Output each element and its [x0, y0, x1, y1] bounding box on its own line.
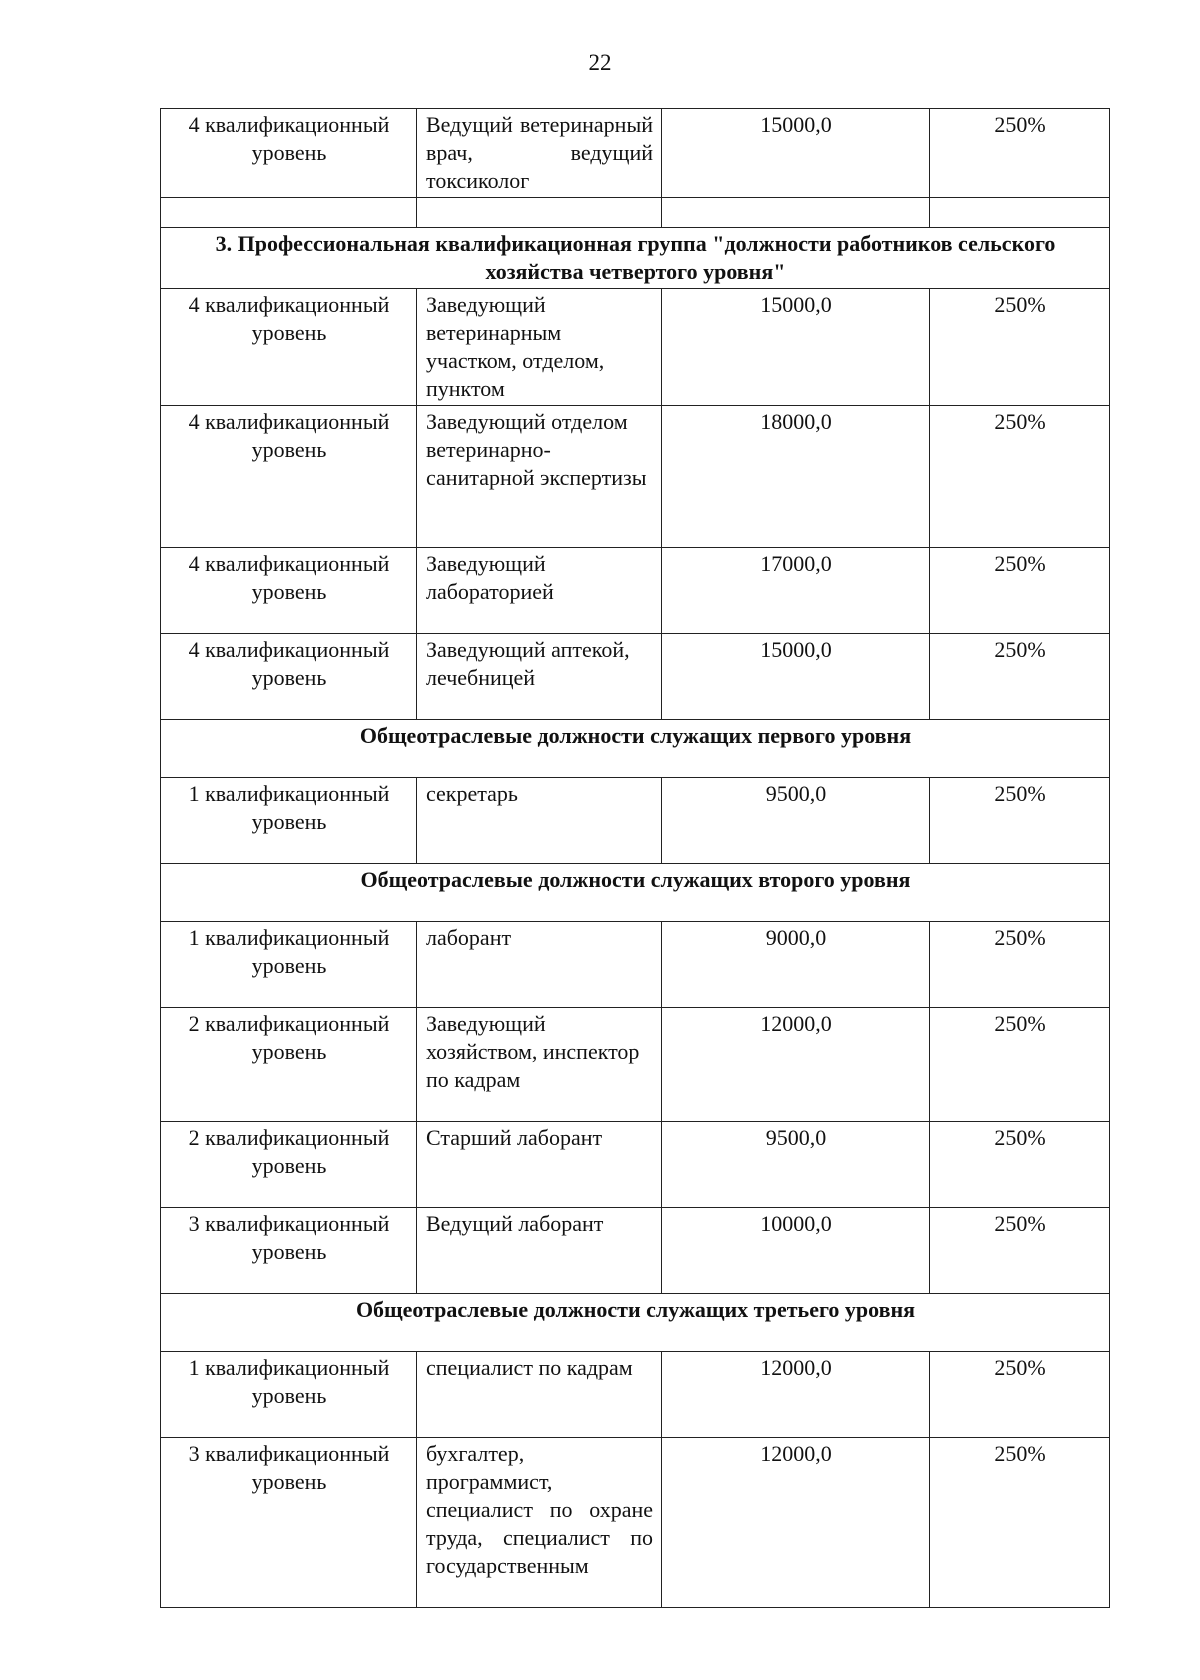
- qualification-level: 4 квалификационный уровень: [161, 548, 417, 634]
- salary-amount: 12000,0: [662, 1438, 930, 1608]
- table-row: [161, 109, 1110, 198]
- bonus-percent: 250%: [930, 1352, 1110, 1438]
- salary-amount: 10000,0: [662, 1208, 930, 1294]
- salary-amount: 15000,0: [662, 109, 930, 198]
- qualification-level: 3 квалификационный уровень: [161, 1208, 417, 1294]
- section-header-row: [161, 864, 1110, 922]
- bonus-percent: 250%: [930, 1438, 1110, 1608]
- qualification-level: 4 квалификационный уровень: [161, 634, 417, 720]
- salary-table-body: [161, 109, 1110, 1608]
- blank-cell: [417, 198, 662, 228]
- bonus-percent: 250%: [930, 289, 1110, 406]
- table-row: [161, 1352, 1110, 1438]
- section-header-row: [161, 720, 1110, 778]
- table-row: [161, 1438, 1110, 1608]
- salary-amount: 9500,0: [662, 1122, 930, 1208]
- qualification-level: 2 квалификационный уровень: [161, 1008, 417, 1122]
- salary-amount: 17000,0: [662, 548, 930, 634]
- qualification-level: 1 квалификационный уровень: [161, 1352, 417, 1438]
- position-title: Заведующий хозяйством, инспектор по кадрам: [417, 1008, 662, 1122]
- position-title: Ведущий лаборант: [417, 1208, 662, 1294]
- bonus-percent: 250%: [930, 1122, 1110, 1208]
- salary-amount: 9000,0: [662, 922, 930, 1008]
- blank-cell: [161, 198, 417, 228]
- salary-amount: 9500,0: [662, 778, 930, 864]
- bonus-percent: 250%: [930, 1008, 1110, 1122]
- table-row: [161, 778, 1110, 864]
- position-title: Старший лаборант: [417, 1122, 662, 1208]
- bonus-percent: 250%: [930, 922, 1110, 1008]
- blank-cell: [662, 198, 930, 228]
- table-row: [161, 1122, 1110, 1208]
- section-header-row: [161, 1294, 1110, 1352]
- table-row: [161, 289, 1110, 406]
- salary-amount: 12000,0: [662, 1352, 930, 1438]
- position-title: секретарь: [417, 778, 662, 864]
- section-header: 3. Профессиональная квалификационная группа "должности работников сельского хозяйства четвертого уровня": [161, 228, 1110, 289]
- position-title: Заведующий ветеринарным участком, отделом, пунктом: [417, 289, 662, 406]
- page-number: 22: [588, 50, 612, 75]
- qualification-level: 4 квалификационный уровень: [161, 109, 417, 198]
- salary-amount: 15000,0: [662, 289, 930, 406]
- position-title: лаборант: [417, 922, 662, 1008]
- salary-amount: 18000,0: [662, 406, 930, 548]
- position-title: Заведующий отделом ветеринарно-санитарной экспертизы: [417, 406, 662, 548]
- position-title: Ведущий ветеринарный врач, ведущий токсиколог: [417, 109, 662, 198]
- table-row: [161, 548, 1110, 634]
- table-row: [161, 1208, 1110, 1294]
- position-title: Заведующий аптекой, лечебницей: [417, 634, 662, 720]
- bonus-percent: 250%: [930, 406, 1110, 548]
- position-title: бухгалтер, программист, специалист по охране труда, специалист по государственным: [417, 1438, 662, 1608]
- section-header: Общеотраслевые должности служащих первого уровня: [161, 720, 1110, 778]
- bonus-percent: 250%: [930, 548, 1110, 634]
- salary-amount: 15000,0: [662, 634, 930, 720]
- salary-table: [160, 108, 1110, 1608]
- salary-amount: 12000,0: [662, 1008, 930, 1122]
- blank-row: [161, 198, 1110, 228]
- table-row: [161, 922, 1110, 1008]
- qualification-level: 1 квалификационный уровень: [161, 922, 417, 1008]
- bonus-percent: 250%: [930, 778, 1110, 864]
- position-title: специалист по кадрам: [417, 1352, 662, 1438]
- qualification-level: 4 квалификационный уровень: [161, 406, 417, 548]
- table-row: [161, 406, 1110, 548]
- table-row: [161, 634, 1110, 720]
- qualification-level: 3 квалификационный уровень: [161, 1438, 417, 1608]
- qualification-level: 2 квалификационный уровень: [161, 1122, 417, 1208]
- qualification-level: 1 квалификационный уровень: [161, 778, 417, 864]
- table-row: [161, 1008, 1110, 1122]
- section-header-row: [161, 228, 1110, 289]
- section-header: Общеотраслевые должности служащих третьего уровня: [161, 1294, 1110, 1352]
- bonus-percent: 250%: [930, 634, 1110, 720]
- position-title: Заведующий лабораторией: [417, 548, 662, 634]
- qualification-level: 4 квалификационный уровень: [161, 289, 417, 406]
- bonus-percent: 250%: [930, 1208, 1110, 1294]
- section-header: Общеотраслевые должности служащих второго уровня: [161, 864, 1110, 922]
- bonus-percent: 250%: [930, 109, 1110, 198]
- blank-cell: [930, 198, 1110, 228]
